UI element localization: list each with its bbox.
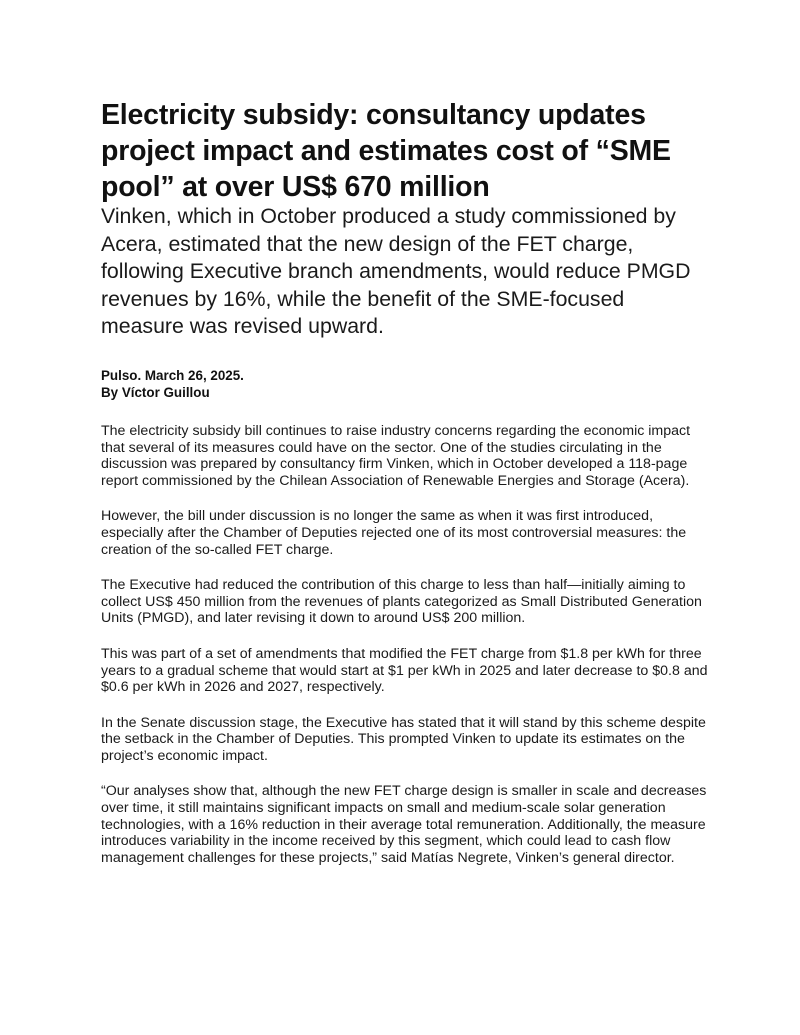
article	[101, 97, 713, 885]
body-paragraph: The Executive had reduced the contribution of this charge to less than half—initially aiming to collect US$ 450 million from the revenues of plants categorized as Small Distributed Generation Units (PMGD), and later revising it down to around US$ 200 million.	[101, 577, 702, 627]
source-date: Pulso. March 26, 2025.	[101, 367, 244, 383]
body-paragraph: However, the bill under discussion is no longer the same as when it was first introduced, especially after the Chamber of Deputies rejected one of its most controversial measures: the creation of the so-called FET charge.	[101, 508, 687, 558]
article-deck: Vinken, which in October produced a study commissioned by Acera, estimated that the new design of the FET charge, following Executive branch amendments, would reduce PMGD revenues by 16%, while the benefit of the SME-focused measure was revised upward.	[101, 204, 691, 339]
article-headline: Electricity subsidy: consultancy updates project impact and estimates cost of “SME pool” at over US$ 670 million	[101, 99, 671, 203]
byline: By Víctor Guillou	[101, 384, 210, 400]
article-meta	[101, 367, 713, 401]
body-paragraph: The electricity subsidy bill continues to raise industry concerns regarding the economic impact that several of its measures could have on the sector. One of the studies circulating in the discussion was prepared by consultancy firm Vinken, which in October developed a 118-page report commissioned by the Chilean Association of Renewable Energies and Storage (Acera).	[101, 422, 691, 489]
body-paragraph: This was part of a set of amendments that modified the FET charge from $1.8 per kWh for three years to a gradual scheme that would start at $1 per kWh in 2025 and later decrease to $0.8 and $0.6 per kWh in 2026 and 2027, respectively.	[101, 645, 708, 696]
article-body	[101, 423, 713, 866]
body-paragraph: “Our analyses show that, although the new FET charge design is smaller in scale and decreases over time, it still maintains significant impacts on small and medium-scale solar generation technologies, with a 16% reduction in their average total remuneration. Additionally, the measure introduces variability in the income received by this segment, which could lead to cash flow management challenges for these projects,” said Matías Negrete, Vinken’s general director.	[101, 783, 707, 866]
body-paragraph: In the Senate discussion stage, the Executive has stated that it will stand by this scheme despite the setback in the Chamber of Deputies. This prompted Vinken to update its estimates on the project’s economic impact.	[101, 714, 706, 764]
